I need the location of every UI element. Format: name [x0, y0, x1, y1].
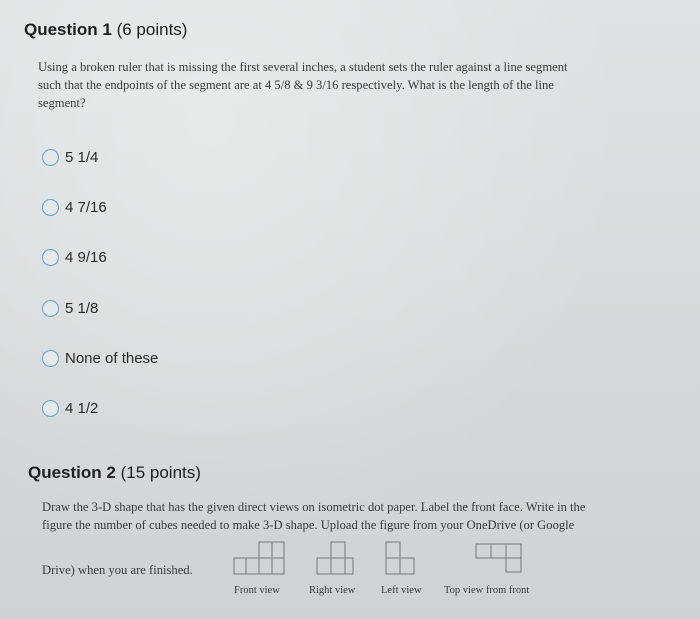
question-1-text-line1: Using a broken ruler that is missing the first several inches, a student sets the ruler against a line segment	[38, 60, 568, 74]
option-label: 5 1/4	[65, 148, 99, 166]
option-label: None of these	[65, 349, 159, 367]
right-view-drawing	[317, 542, 353, 574]
left-view-drawing	[386, 542, 414, 574]
question-2-text-line3: Drive) when you are finished.	[42, 563, 193, 577]
option-label: 4 1/2	[65, 399, 99, 417]
question-2-points: (15 points)	[120, 463, 201, 482]
option-label: 4 7/16	[65, 198, 107, 216]
question-2-text-line1: Draw the 3-D shape that has the given direct views on isometric dot paper. Label the front face. Write in the	[42, 500, 586, 514]
front-view-label: Front view	[234, 585, 280, 596]
left-view-label: Left view	[381, 585, 422, 596]
top-view-label: Top view from front	[444, 585, 530, 596]
question-2-number: Question 2	[28, 463, 116, 482]
question-1-points: (6 points)	[116, 20, 188, 39]
question-2-text-line2: figure the number of cubes needed to make 3-D shape. Upload the figure from your OneDrive (or Google	[42, 518, 575, 532]
question-1-text-line2: such that the endpoints of the segment are at 4 5/8 & 9 3/16 respectively. What is the length of the line	[38, 78, 554, 92]
question-1-number: Question 1	[24, 20, 112, 39]
front-view-drawing	[234, 542, 284, 574]
right-view-label: Right view	[309, 585, 356, 596]
top-view-drawing	[476, 544, 521, 572]
option-label: 5 1/8	[65, 299, 99, 317]
question-1-text-line3: segment?	[38, 96, 86, 110]
option-label: 4 9/16	[65, 248, 107, 266]
